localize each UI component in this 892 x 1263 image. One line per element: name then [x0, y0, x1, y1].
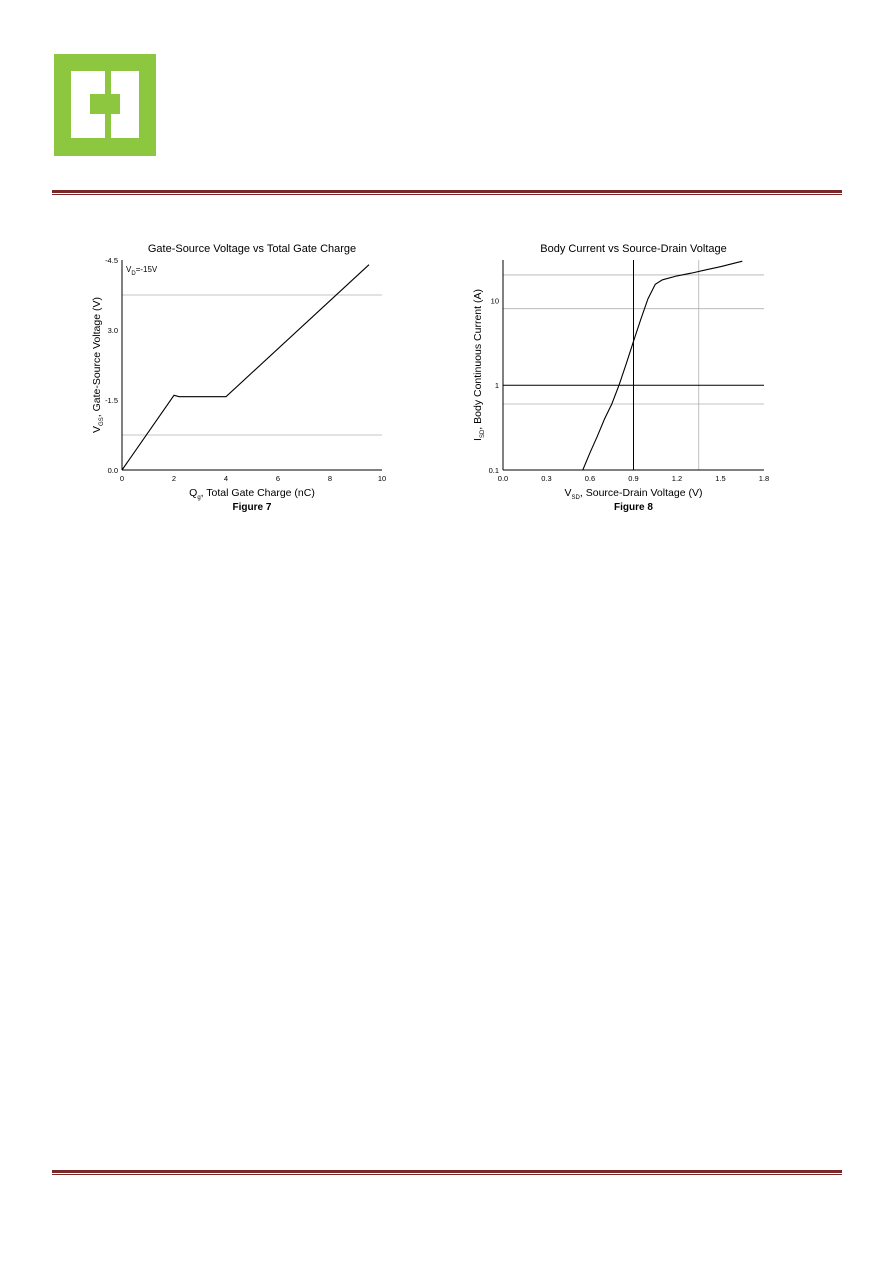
body-current-chart: [462, 236, 782, 521]
x-tick-label: 0.3: [541, 474, 552, 483]
company-logo-icon: [54, 54, 156, 156]
x-tick-label: 8: [327, 474, 333, 483]
x-tick-label: 2: [171, 474, 177, 483]
x-axis-label: $V_{SD}$, Source-Drain Voltage (V): [564, 487, 703, 501]
header-rule: [52, 190, 842, 195]
y-axis-label: $I_{SD}$, Body Continuous Current (A): [472, 289, 486, 441]
x-tick-label: 0: [119, 474, 125, 483]
data-series-line: [122, 265, 369, 470]
x-tick-label: 10: [377, 474, 387, 483]
figure-caption: Figure 8: [614, 502, 653, 513]
y-tick-label: 0.0: [107, 466, 118, 475]
y-tick-label: 0.1: [488, 466, 499, 475]
x-tick-label: 1.2: [671, 474, 683, 483]
figure-caption: Figure 7: [232, 502, 272, 513]
y-tick-label: 1: [494, 381, 499, 391]
x-axis-label: $Q_g$, Total Gate Charge (nC): [189, 487, 315, 501]
chart-title: Body Current vs Source-Drain Voltage: [540, 243, 727, 255]
x-tick-label: 0.0: [497, 474, 509, 483]
x-tick-label: 0.9: [628, 474, 639, 483]
data-series-line: [583, 261, 743, 470]
gate-charge-chart: [80, 236, 420, 521]
footer-rule: [52, 1170, 842, 1175]
y-tick-label: 3.0: [107, 326, 118, 335]
x-tick-label: 1.5: [715, 474, 726, 483]
y-axis-label: $V_{GS}$, Gate-Source Voltage (V): [91, 297, 105, 433]
chart-annotation: $V_D=-15V$: [126, 265, 158, 277]
x-tick-label: 1.8: [758, 474, 770, 483]
x-tick-label: 6: [275, 474, 281, 483]
chart-title: Gate-Source Voltage vs Total Gate Charge: [147, 243, 357, 255]
y-tick-label: 10: [490, 296, 499, 306]
x-tick-label: 4: [223, 474, 229, 483]
x-tick-label: 0.6: [584, 474, 596, 483]
y-tick-label: -4.5: [105, 256, 118, 265]
y-tick-label: -1.5: [105, 396, 118, 405]
